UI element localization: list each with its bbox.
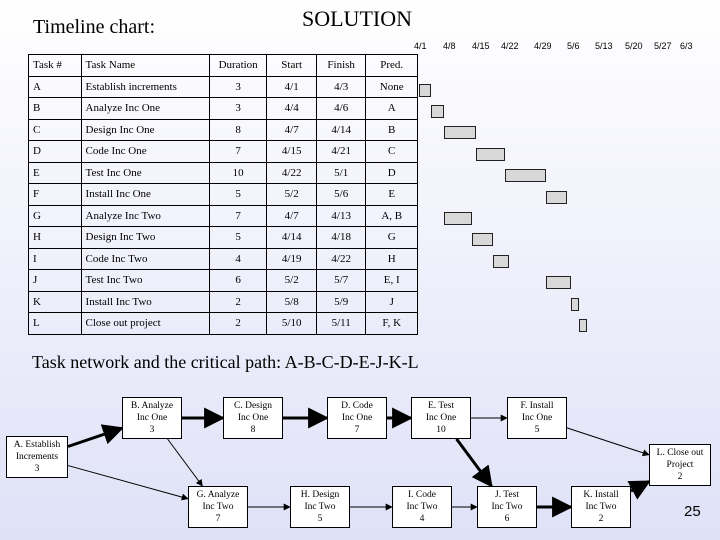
node-label-line: 5 bbox=[534, 425, 540, 435]
start-cell: 5/2 bbox=[267, 184, 317, 206]
task-name-cell: Analyze Inc Two bbox=[81, 205, 209, 227]
finish-cell: 4/3 bbox=[316, 76, 366, 98]
task-id-cell: H bbox=[29, 227, 82, 249]
node-label-line: F. Install bbox=[520, 401, 554, 411]
finish-cell: 5/7 bbox=[316, 270, 366, 292]
edge-a-b bbox=[68, 428, 122, 446]
date-label: 6/3 bbox=[680, 41, 693, 51]
date-label: 4/22 bbox=[501, 41, 519, 51]
node-label-line: Inc Two bbox=[304, 502, 336, 512]
solution-title: SOLUTION bbox=[302, 6, 412, 31]
pred-cell: C bbox=[366, 141, 418, 163]
start-cell: 5/8 bbox=[267, 291, 317, 313]
duration-cell: 5 bbox=[209, 227, 267, 249]
node-label-line: I. Code bbox=[408, 490, 436, 500]
finish-cell: 5/1 bbox=[316, 162, 366, 184]
task-id-cell: L bbox=[29, 313, 82, 335]
start-cell: 4/7 bbox=[267, 205, 317, 227]
node-label-line: Inc One bbox=[341, 413, 373, 423]
finish-cell: 4/18 bbox=[316, 227, 366, 249]
duration-cell: 7 bbox=[209, 141, 267, 163]
task-name-cell: Establish increments bbox=[81, 76, 209, 98]
task-name-cell: Code Inc Two bbox=[81, 248, 209, 270]
pred-cell: F, K bbox=[366, 313, 418, 335]
node-label-line: D. Code bbox=[341, 401, 373, 411]
network-node-h bbox=[290, 486, 350, 528]
pred-cell: E bbox=[366, 184, 418, 206]
network-node-e bbox=[411, 397, 471, 439]
node-label-line: 5 bbox=[317, 514, 323, 524]
start-cell: 5/10 bbox=[267, 313, 317, 335]
duration-cell: 6 bbox=[209, 270, 267, 292]
date-label: 5/13 bbox=[595, 41, 613, 51]
node-label-line: Inc One bbox=[521, 413, 553, 423]
duration-cell: 2 bbox=[209, 313, 267, 335]
task-name-cell: Close out project bbox=[81, 313, 209, 335]
network-node-l bbox=[649, 444, 711, 486]
start-cell: 4/19 bbox=[267, 248, 317, 270]
pred-cell: B bbox=[366, 119, 418, 141]
start-cell: 4/22 bbox=[267, 162, 317, 184]
start-cell: 4/4 bbox=[267, 98, 317, 120]
node-label-line: 2 bbox=[598, 514, 604, 524]
node-label-line: E. Test bbox=[427, 401, 455, 411]
network-node-k bbox=[571, 486, 631, 528]
finish-cell: 5/9 bbox=[316, 291, 366, 313]
network-node-g bbox=[188, 486, 248, 528]
edge-e-j bbox=[457, 439, 492, 486]
node-label-line: Inc Two bbox=[491, 502, 523, 512]
task-id-cell: J bbox=[29, 270, 82, 292]
pred-cell: E, I bbox=[366, 270, 418, 292]
duration-cell: 8 bbox=[209, 119, 267, 141]
duration-cell: 7 bbox=[209, 205, 267, 227]
task-id-cell: C bbox=[29, 119, 82, 141]
pred-cell: None bbox=[366, 76, 418, 98]
finish-cell: 4/6 bbox=[316, 98, 366, 120]
node-label-line: C. Design bbox=[234, 401, 272, 411]
edge-f-l bbox=[567, 428, 649, 455]
edge-b-g bbox=[168, 439, 203, 486]
header-pred: Pred. bbox=[366, 55, 418, 77]
node-label-line: B. Analyze bbox=[130, 401, 174, 411]
pred-cell: A bbox=[366, 98, 418, 120]
duration-cell: 5 bbox=[209, 184, 267, 206]
finish-cell: 4/22 bbox=[316, 248, 366, 270]
network-node-f bbox=[507, 397, 567, 439]
network-node-i bbox=[392, 486, 452, 528]
task-name-cell: Code Inc One bbox=[81, 141, 209, 163]
node-label-line: 3 bbox=[149, 425, 155, 435]
network-node-a bbox=[6, 436, 68, 478]
node-label-line: 7 bbox=[215, 514, 221, 524]
task-id-cell: D bbox=[29, 141, 82, 163]
node-label-line: Inc One bbox=[425, 413, 457, 423]
pred-cell: A, B bbox=[366, 205, 418, 227]
node-label-line: Inc One bbox=[136, 413, 168, 423]
finish-cell: 4/21 bbox=[316, 141, 366, 163]
task-id-cell: A bbox=[29, 76, 82, 98]
timeline-chart-title: Timeline chart: bbox=[33, 16, 156, 38]
header-task-name: Task Name bbox=[81, 55, 209, 77]
start-cell: 4/14 bbox=[267, 227, 317, 249]
critical-path-caption: Task network and the critical path: A-B-C-D-E-J-K-L bbox=[32, 352, 419, 372]
date-label: 5/27 bbox=[654, 41, 672, 51]
node-label-line: Inc One bbox=[237, 413, 269, 423]
node-label-line: 7 bbox=[354, 425, 360, 435]
node-label-line: Project bbox=[666, 460, 694, 470]
duration-cell: 10 bbox=[209, 162, 267, 184]
pred-cell: J bbox=[366, 291, 418, 313]
pred-cell: G bbox=[366, 227, 418, 249]
duration-cell: 2 bbox=[209, 291, 267, 313]
duration-cell: 4 bbox=[209, 248, 267, 270]
edge-a-g bbox=[68, 466, 188, 499]
task-name-cell: Test Inc Two bbox=[81, 270, 209, 292]
network-node-d bbox=[327, 397, 387, 439]
network-node-j bbox=[477, 486, 537, 528]
node-label-line: 8 bbox=[250, 425, 256, 435]
header-duration: Duration bbox=[209, 55, 267, 77]
node-label-line: Inc Two bbox=[202, 502, 234, 512]
task-name-cell: Install Inc One bbox=[81, 184, 209, 206]
node-label-line: Increments bbox=[15, 452, 59, 462]
node-label-line: A. Establish bbox=[13, 440, 61, 450]
start-cell: 4/1 bbox=[267, 76, 317, 98]
node-label-line: 4 bbox=[419, 514, 425, 524]
edge-k-l bbox=[631, 481, 649, 491]
task-id-cell: K bbox=[29, 291, 82, 313]
node-label-line: 10 bbox=[436, 425, 446, 435]
task-id-cell: I bbox=[29, 248, 82, 270]
task-name-cell: Analyze Inc One bbox=[81, 98, 209, 120]
pred-cell: D bbox=[366, 162, 418, 184]
task-name-cell: Install Inc Two bbox=[81, 291, 209, 313]
date-label: 5/20 bbox=[625, 41, 643, 51]
duration-cell: 3 bbox=[209, 76, 267, 98]
network-node-c bbox=[223, 397, 283, 439]
node-label-line: K. Install bbox=[583, 490, 619, 500]
network-node-b bbox=[122, 397, 182, 439]
header-start: Start bbox=[267, 55, 317, 77]
start-cell: 4/7 bbox=[267, 119, 317, 141]
pred-cell: H bbox=[366, 248, 418, 270]
node-label-line: Inc Two bbox=[585, 502, 617, 512]
date-label: 4/8 bbox=[443, 41, 456, 51]
page-number: 25 bbox=[684, 503, 701, 520]
start-cell: 4/15 bbox=[267, 141, 317, 163]
finish-cell: 5/6 bbox=[316, 184, 366, 206]
finish-cell: 4/13 bbox=[316, 205, 366, 227]
task-id-cell: G bbox=[29, 205, 82, 227]
start-cell: 5/2 bbox=[267, 270, 317, 292]
task-name-cell: Test Inc One bbox=[81, 162, 209, 184]
node-label-line: L. Close out bbox=[656, 448, 704, 458]
task-id-cell: E bbox=[29, 162, 82, 184]
date-label: 4/15 bbox=[472, 41, 490, 51]
task-name-cell: Design Inc One bbox=[81, 119, 209, 141]
task-id-cell: F bbox=[29, 184, 82, 206]
date-label: 4/1 bbox=[414, 41, 427, 51]
node-label-line: 6 bbox=[504, 514, 510, 524]
node-label-line: J. Test bbox=[495, 490, 519, 500]
node-label-line: 2 bbox=[677, 472, 683, 482]
node-label-line: 3 bbox=[34, 464, 40, 474]
node-label-line: G. Analyze bbox=[196, 490, 240, 500]
header-task-num: Task # bbox=[29, 55, 82, 77]
node-label-line: Inc Two bbox=[406, 502, 438, 512]
task-id-cell: B bbox=[29, 98, 82, 120]
finish-cell: 4/14 bbox=[316, 119, 366, 141]
node-label-line: H. Design bbox=[300, 490, 340, 500]
date-label: 4/29 bbox=[534, 41, 552, 51]
duration-cell: 3 bbox=[209, 98, 267, 120]
header-finish: Finish bbox=[316, 55, 366, 77]
finish-cell: 5/11 bbox=[316, 313, 366, 335]
task-name-cell: Design Inc Two bbox=[81, 227, 209, 249]
date-label: 5/6 bbox=[567, 41, 580, 51]
